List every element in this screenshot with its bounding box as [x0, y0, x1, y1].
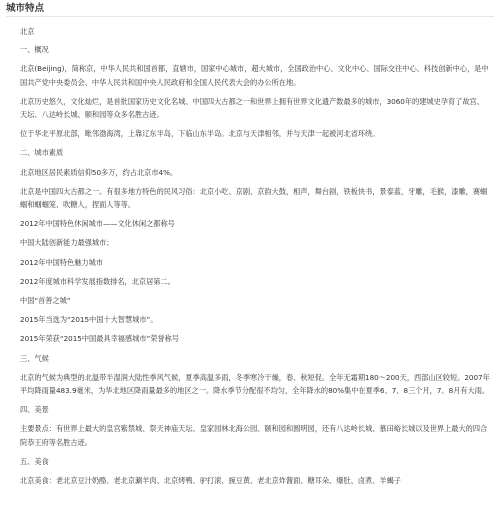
- paragraph-scenery: 主要景点：有世界上最大的皇宫紫禁城、祭天神庙天坛、皇家园林北海公园、颐和园和圆明园，还有八达岭长城、慕田峪长城以及世界上最大的四合院恭王府等名胜古迹。: [20, 424, 488, 447]
- section-heading-food: 五、美食: [20, 456, 49, 466]
- paragraph-climate: 北京的气候为典型的北温带半湿润大陆性季风气候，夏季高温多雨，冬季寒冷干燥，春、秋短促。全年无霜期180～200天，西部山区较短。2007年平均降雨量483.9毫米，为华北地区降雨量最多的地区之一。降水季节分配很不均匀，全年降水的80%集中在夏季6、7、8三个月，7、8月有大雨。: [20, 372, 490, 396]
- paragraph-history: 北京历史悠久，文化灿烂，是首批国家历史文化名城、中国四大古都之一和世界上拥有世界文化遗产数最多的城市，3060年的建城史孕育了故宫、天坛、八达岭长城、颐和园等众多名胜古迹。: [20, 96, 484, 120]
- section-heading-climate: 三、气候: [20, 353, 49, 363]
- section-heading-overview: 一、概况: [20, 45, 49, 55]
- paragraph-location: 位于华北平原北部，毗邻渤海湾，上靠辽东半岛，下临山东半岛。北京与天津相邻，并与天津一起被河北省环绕。: [20, 129, 380, 139]
- article-body: [6, 17, 494, 487]
- paragraph-residents: 北京地区居民素质信仰50多万，约占北京市4%。: [20, 167, 178, 177]
- city-name: 北京: [20, 27, 35, 36]
- honor-item: 2012年中国特色魅力城市: [20, 257, 103, 267]
- section-heading-quality: 二、城市素质: [20, 148, 64, 158]
- section-heading-scenery: 四、美景: [20, 405, 49, 415]
- honor-item: 2015年当选为“2015中国十大智慧城市”。: [20, 315, 158, 325]
- page-title: 城市特点: [6, 0, 494, 17]
- honor-item: 中国大陆创新能力最强城市；: [20, 238, 114, 248]
- paragraph-intro: 北京(Beijing)，简称京，中华人民共和国首都，直辖市，国家中心城市，超大城市，全国政治中心、文化中心、国际交往中心、科技创新中心，是中国共产党中央委员会、中华人民共和国中央人民政府和全国人民代表大会的办公所在地。: [20, 64, 489, 87]
- paragraph-food: 北京美食：老北京豆汁奶酪、老北京涮羊肉、北京烤鸭、驴打滚、豌豆黄、老北京炸酱面、糖耳朵、爆肚、卤煮、羊蝎子: [20, 476, 401, 486]
- honor-item: 2015年荣获“2015中国最具幸福感城市”荣誉称号: [20, 334, 180, 344]
- honor-item: 2012年度城市科学发展指数排名，北京居第二。: [20, 276, 175, 286]
- paragraph-customs: 北京是中国四大古都之一。有很多地方特色的民风习俗：北京小吃、京剧、京韵大鼓，相声，舞台剧，铁板快书，景泰蓝，牙雕，毛猴，漆雕，赛蝈蝈和蝈蝈笼、吹糖人，捏面人等等。: [20, 186, 488, 210]
- honor-item: 中国“首善之城”: [20, 296, 71, 306]
- honor-item: 2012年中国特色休闲城市——文化休闲之都称号: [20, 219, 175, 229]
